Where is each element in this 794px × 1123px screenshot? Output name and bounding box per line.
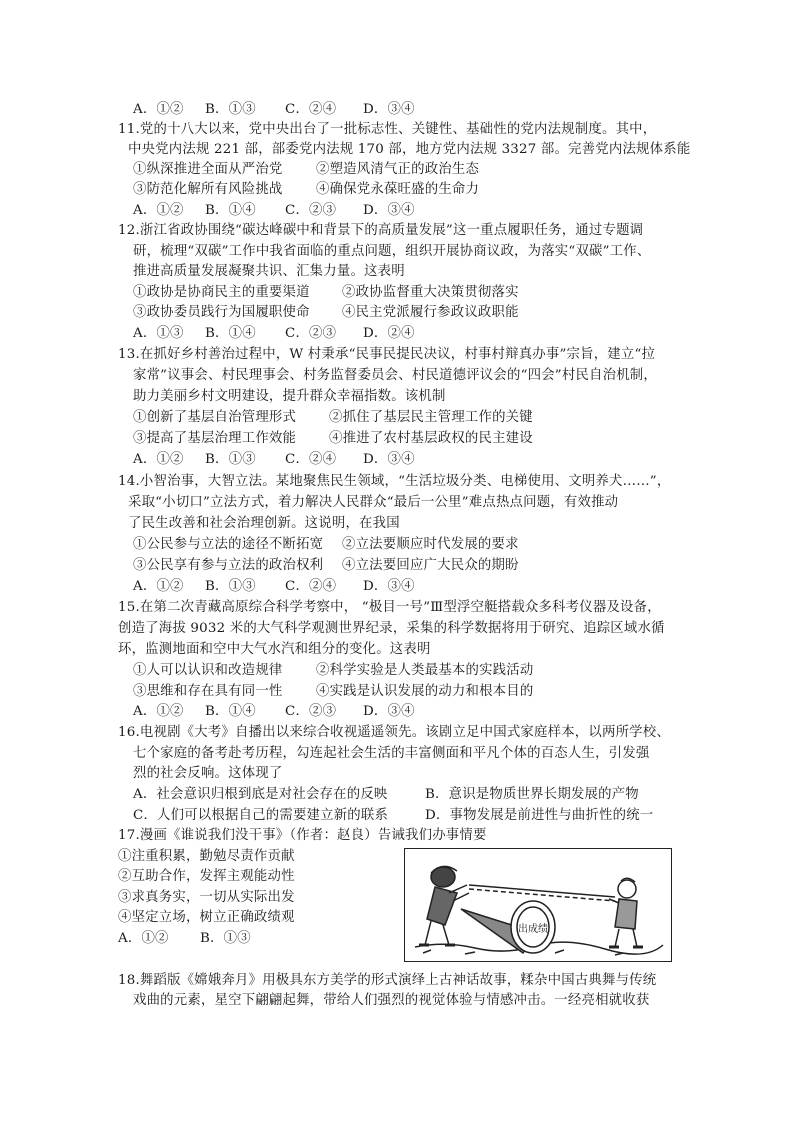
comic-drawing [405,849,670,960]
q15-item-1: ①人可以认识和改造规律 [133,663,283,678]
q16-option-d[interactable]: D．事物发展是前进性与曲折性的统一 [425,808,654,823]
q12-item-3: ③政协委员践行为国履职使命 [133,305,310,320]
q16-stem-1: 16.电视剧《大考》自播出以来综合收视遥遥领先。该剧立足中国式家庭样本，以两所学校、 [118,725,670,740]
left-worker-figure [419,866,469,945]
q14-stem-1: 14.小智治事，大智立法。某地聚焦民生领域，“生活垃圾分类、电梯使用、文明养犬……”， [118,474,671,489]
q15-items-row1 [133,662,533,680]
q11-item-3: ③防范化解所有风险挑战 [133,182,283,197]
q11-item-4: ④确保党永葆旺盛的生命力 [316,182,480,197]
q14-option-a[interactable]: A．①② [133,579,184,594]
comic-sign-text: 出成绩 [518,924,548,935]
q16-choices-row2 [133,807,653,825]
q12-items-row2 [133,304,519,322]
q16-option-b[interactable]: B．意识是物质世界长期发展的产物 [425,787,639,802]
q15-item-2: ②科学实验是人类最基本的实践活动 [316,663,534,678]
q13-items-row1 [133,409,533,427]
q13-stem-1: 13.在抓好乡村善治过程中，W 村秉承“民事民提民决议，村事村辩真办事”宗旨，建立“拉 [118,347,656,362]
q10-options [133,101,415,119]
right-worker-figure [609,878,643,947]
q17-item-3: ③求真务实，一切从实际出发 [118,890,295,905]
q16-choices-row1 [133,786,639,804]
q11-stem-1: 11.党的十八大以来，党中央出台了一批标志性、关键性、基础性的党内法规制度。其中， [118,122,657,137]
q12-stem-3: 推进高质量发展凝聚共识、汇集力量。这表明 [133,264,405,279]
q11-options [133,202,415,220]
q13-item-3: ③提高了基层治理工作效能 [133,431,297,446]
q14-option-d[interactable]: D．③④ [363,579,415,594]
q13-item-1: ①创新了基层自治管理形式 [133,410,297,425]
q17-stem: 17.漫画《谁说我们没干事》（作者：赵良）告诫我们办事情要 [118,828,487,843]
q14-option-c[interactable]: C．②④ [285,579,337,594]
q11-option-a[interactable]: A．①② [133,203,184,218]
q11-option-c[interactable]: C．②③ [285,203,337,218]
q15-items-row2 [133,683,533,701]
q13-stem-2: 家常”议事会、村民理事会、村务监督委员会、村民道德评议会的“四会”村民自治机制， [133,368,657,383]
q18-stem-2: 戏曲的元素，星空下翩翩起舞，带给人们强烈的视觉体验与情感冲击。一经亮相就收获 [133,993,650,1008]
q12-option-b[interactable]: B．①④ [205,326,256,341]
q17-option-b[interactable]: B．①③ [200,931,251,946]
q12-stem-1: 12.浙江省政协围绕“碳达峰碳中和背景下的高质量发展”这一重点履职任务，通过专题调 [118,223,644,238]
q14-items-row1 [133,536,519,554]
q12-option-c[interactable]: C．②③ [285,326,337,341]
q18-stem-1: 18.舞蹈版《嫦娥奔月》用极具东方美学的形式演绎上古神话故事，糅杂中国古典舞与传统 [118,973,657,988]
q17-option-a[interactable]: A．①② [118,931,169,946]
q11-items-row1 [133,161,479,179]
q14-item-3: ③公民享有参与立法的政治权利 [133,558,324,573]
q17-comic-illustration [404,848,672,962]
q10-option-b[interactable]: B．①③ [205,102,256,117]
q11-option-b[interactable]: B．①④ [205,203,256,218]
q13-items-row2 [133,430,533,448]
q10-option-d[interactable]: D．③④ [363,102,415,117]
q14-item-4: ④立法要回应广大民众的期盼 [342,558,519,573]
q12-item-4: ④民主党派履行参政议政职能 [342,305,519,320]
q17-item-1: ①注重积累，勤勉尽责作贡献 [118,849,295,864]
q12-item-2: ②政协监督重大决策贯彻落实 [342,285,519,300]
q11-option-d[interactable]: D．③④ [363,203,415,218]
q16-stem-3: 烈的社会反响。这体现了 [133,766,283,781]
q14-item-1: ①公民参与立法的途径不断拓宽 [133,537,324,552]
q15-option-b[interactable]: B．①④ [205,704,256,719]
q16-option-a[interactable]: A．社会意识归根到底是对社会存在的反映 [133,787,388,802]
q15-options [133,703,415,721]
q15-option-d[interactable]: D．③④ [363,704,415,719]
q13-option-b[interactable]: B．①③ [205,452,256,467]
q15-option-c[interactable]: C．②③ [285,704,337,719]
q14-option-b[interactable]: B．①③ [205,579,256,594]
q12-stem-2: 研，梳理“双碳”工作中我省面临的重点问题，组织开展协商议政，为落实“双碳”工作、 [133,244,651,259]
q16-stem-2: 七个家庭的备考赴考历程，勾连起社会生活的丰富侧面和平凡个体的百态人生，引发强 [133,746,650,761]
q10-option-c[interactable]: C．②④ [285,102,337,117]
q13-options [133,451,415,469]
q15-item-4: ④实践是认识发展的动力和根本目的 [316,684,534,699]
q17-item-2: ②互助合作，发挥主观能动性 [118,869,295,884]
q16-option-c[interactable]: C．人们可以根据自己的需要建立新的联系 [133,808,389,823]
q11-stem-2: 中央党内法规 221 部，部委党内法规 170 部，地方党内法规 3327 部。完善党内法规体系能 [128,142,691,157]
q11-item-2: ②塑造风清气正的政治生态 [316,162,480,177]
q13-item-4: ④推进了农村基层政权的民主建设 [329,431,533,446]
q11-items-row2 [133,181,479,199]
q13-option-d[interactable]: D．③④ [363,452,415,467]
q17-item-4: ④坚定立场，树立正确政绩观 [118,910,295,925]
q12-options [133,325,415,343]
q13-stem-3: 助力美丽乡村文明建设，提升群众幸福指数。该机制 [133,389,446,404]
q15-stem-2: 创造了海拔 9032 米的大气科学观测世界纪录，采集的科学数据将用于研究、追踪区域水循 [118,621,665,636]
q15-stem-1: 15.在第二次青藏高原综合科学考察中， “极目一号”Ⅲ型浮空艇搭载众多科考仪器及设备， [118,600,661,615]
q14-stem-3: 了民生改善和社会治理创新。这说明，在我国 [128,516,400,531]
q14-items-row2 [133,557,519,575]
q10-option-a[interactable]: A．①② [133,102,184,117]
q12-items-row1 [133,284,519,302]
q12-item-1: ①政协是协商民主的重要渠道 [133,285,310,300]
q12-option-a[interactable]: A．①③ [133,326,184,341]
q14-item-2: ②立法要顺应时代发展的要求 [342,537,519,552]
q15-item-3: ③思维和存在具有同一性 [133,684,283,699]
q14-options [133,578,415,596]
q14-stem-2: 采取“小切口”立法方式，着力解决人民群众“最后一公里”难点热点问题，有效推动 [128,495,619,510]
q13-item-2: ②抓住了基层民主管理工作的关键 [329,410,533,425]
q15-option-a[interactable]: A．①② [133,704,184,719]
q13-option-c[interactable]: C．②④ [285,452,337,467]
q17-options [118,930,251,948]
q12-option-d[interactable]: D．②④ [363,326,415,341]
q13-option-a[interactable]: A．①② [133,452,184,467]
q15-stem-3: 环，监测地面和空中大气水汽和组分的变化。这表明 [118,642,431,657]
q11-item-1: ①纵深推进全面从严治党 [133,162,283,177]
